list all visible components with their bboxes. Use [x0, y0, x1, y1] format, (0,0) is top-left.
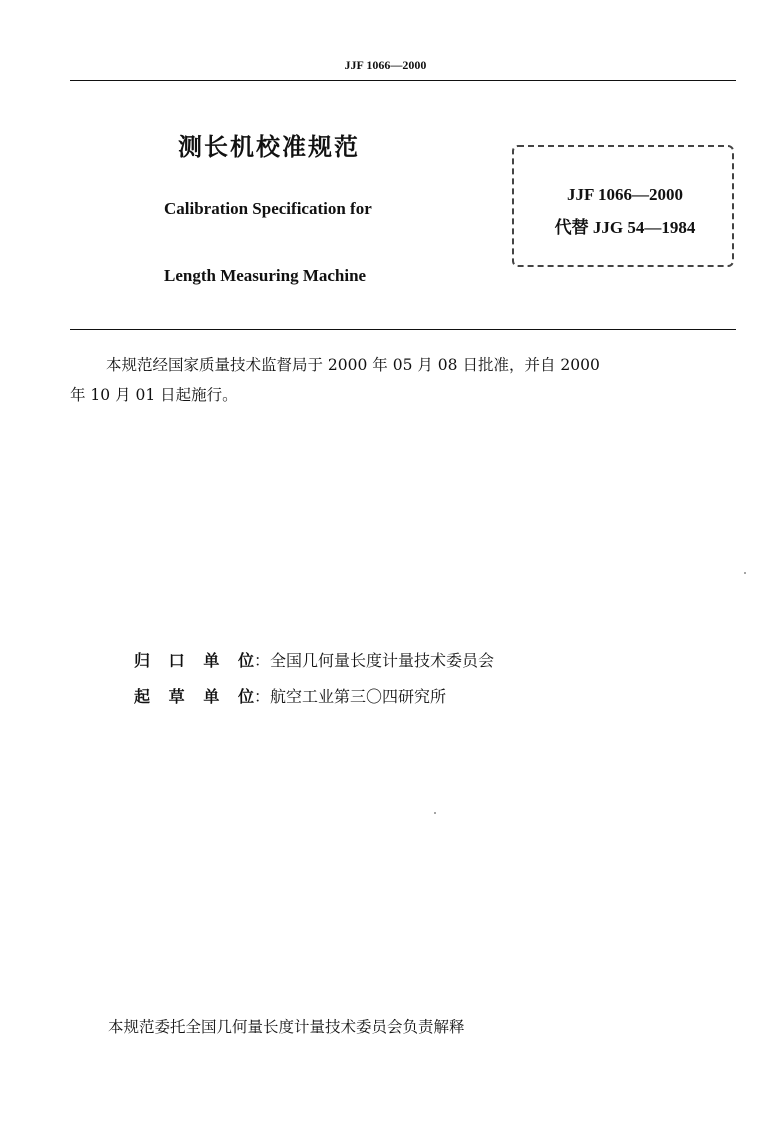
scan-speck: [434, 812, 436, 814]
unit-value-responsible: 全国几何量长度计量技术委员会: [270, 651, 495, 670]
unit-label-char: 草: [168, 687, 185, 706]
unit-label-char: 位: [237, 651, 254, 670]
approval-line2: 年 10 月 01 日起施行。: [70, 386, 238, 404]
unit-label-char: 位: [237, 687, 254, 706]
title-chinese: 测长机校准规范: [178, 133, 360, 161]
unit-row-drafting: [134, 684, 446, 707]
unit-label-responsible: [134, 648, 254, 671]
unit-value-drafting: 航空工业第三〇四研究所: [270, 687, 447, 706]
approval-line1: 本规范经国家质量技术监督局于 2000 年 05 月 08 日批准，并自 2000: [106, 356, 600, 374]
unit-colon: ：: [254, 651, 271, 670]
unit-label-char: 单: [203, 651, 220, 670]
unit-label-char: 归: [134, 651, 151, 670]
header-standard-code: JJF 1066—2000: [344, 58, 427, 72]
header-rule: [70, 80, 736, 81]
section-rule: [70, 329, 736, 330]
title-english-line1: Calibration Specification for: [164, 199, 372, 218]
unit-label-char: 起: [134, 687, 151, 706]
unit-label-char: 口: [168, 651, 185, 670]
footer-interpretation-note: 本规范委托全国几何量长度计量技术委员会负责解释: [108, 1018, 465, 1036]
code-box-line1: JJF 1066—2000: [566, 185, 683, 204]
unit-label-char: 单: [203, 687, 220, 706]
unit-row-responsible: [134, 648, 494, 671]
unit-label-drafting: [134, 684, 254, 707]
code-box-line2: 代替 JJG 54—1984: [554, 218, 696, 237]
standard-code-box: [512, 145, 734, 267]
title-english-line2: Length Measuring Machine: [164, 266, 367, 285]
scan-speck: [744, 572, 746, 574]
unit-colon: ：: [254, 687, 271, 706]
